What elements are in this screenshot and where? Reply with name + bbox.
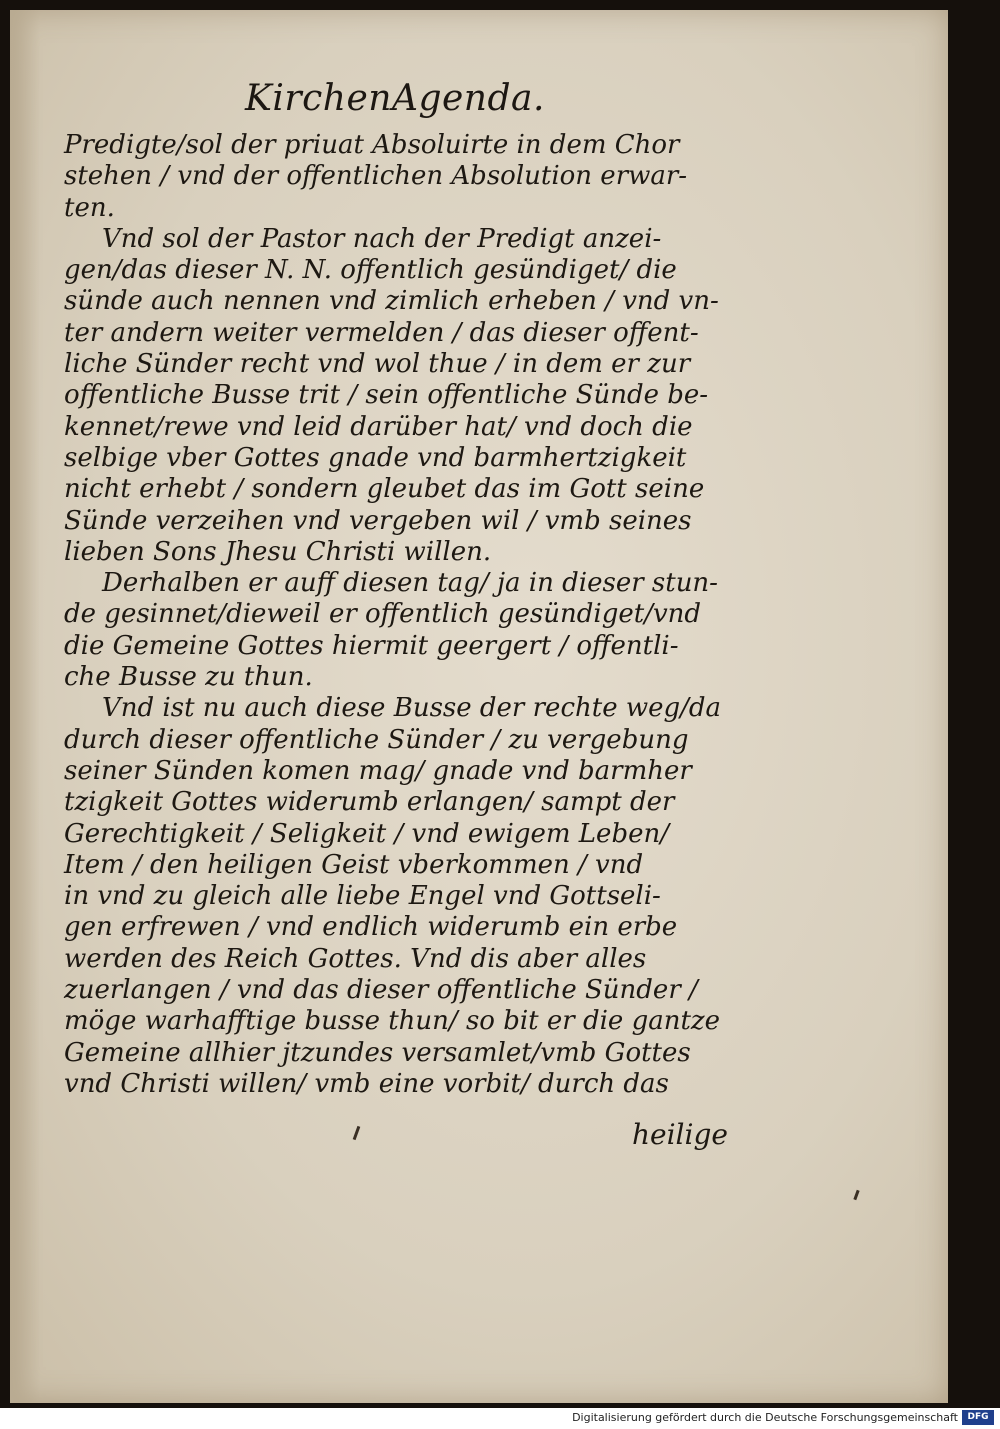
dfg-logo: DFG xyxy=(962,1410,994,1425)
text-line: gen/das dieser N. N. offentlich gesündiget/ die xyxy=(64,255,677,286)
text-line: Gemeine allhier jtzundes versamlet/vmb Gottes xyxy=(64,1037,691,1068)
text-line: che Busse zu thun. xyxy=(64,662,313,693)
text-line: sünde auch nennen vnd zimlich erheben / vnd vn- xyxy=(64,286,719,317)
text-line: selbige vber Gottes gnade vnd barmhertzigkeit xyxy=(64,442,687,473)
body-text xyxy=(64,130,764,1100)
text-line: Item / den heiligen Geist vberkommen / vnd xyxy=(64,849,644,880)
text-line: durch dieser offentliche Sünder / zu vergebung xyxy=(64,724,689,755)
footer-bar xyxy=(0,1408,1000,1429)
text-line: offentliche Busse trit / sein offentliche Sünde be- xyxy=(64,380,709,411)
text-line: de gesinnet/dieweil er offentlich gesündiget/vnd xyxy=(64,599,702,630)
book-page xyxy=(10,10,948,1403)
text-line: zuerlangen / vnd das dieser offentliche Sünder / xyxy=(64,975,698,1006)
text-line: in vnd zu gleich alle liebe Engel vnd Gottseli- xyxy=(64,881,661,912)
text-line: vnd Christi willen/ vmb eine vorbit/ durch das xyxy=(64,1068,669,1099)
text-line: Gerechtigkeit / Seligkeit / vnd ewigem Leben/ xyxy=(64,818,669,849)
text-line: seiner Sünden komen mag/ gnade vnd barmher xyxy=(64,755,692,786)
text-line: Sünde verzeihen vnd vergeben wil / vmb seines xyxy=(64,505,692,536)
text-line: lieben Sons Jhesu Christi willen. xyxy=(64,536,492,567)
text-line: kennet/rewe vnd leid darüber hat/ vnd doch die xyxy=(64,411,693,442)
text-line: Vnd sol der Pastor nach der Predigt anzei- xyxy=(102,223,662,254)
text-line: nicht erhebt / sondern gleubet das im Gott seine xyxy=(64,474,705,505)
text-line: tzigkeit Gottes widerumb erlangen/ sampt der xyxy=(64,787,675,818)
text-line: ter andern weiter vermelden / das dieser offent- xyxy=(64,317,699,348)
text-line: ten. xyxy=(64,192,115,223)
text-line: Vnd ist nu auch diese Busse der rechte weg/da xyxy=(102,693,722,724)
text-line: möge warhafftige busse thun/ so bit er die gantze xyxy=(64,1006,720,1037)
ink-speck xyxy=(353,1126,361,1140)
text-line: Derhalben er auff diesen tag/ ja in dieser stun- xyxy=(102,568,718,599)
text-line: Predigte/sol der priuat Absoluirte in dem Chor xyxy=(64,130,680,160)
text-line: werden des Reich Gottes. Vnd dis aber alles xyxy=(64,943,647,974)
text-line: liche Sünder recht vnd wol thue / in dem er zur xyxy=(64,349,691,380)
text-line: stehen / vnd der offentlichen Absolution erwar- xyxy=(64,161,688,192)
ink-speck xyxy=(853,1190,859,1200)
running-head: KirchenAgenda. xyxy=(245,78,545,119)
text-line: die Gemeine Gottes hiermit geergert / offentli- xyxy=(64,630,679,661)
text-line: gen erfrewen / vnd endlich widerumb ein erbe xyxy=(64,912,678,943)
catchword: heilige xyxy=(632,1118,728,1151)
funding-credit: Digitalisierung gefördert durch die Deutsche Forschungsgemeinschaft xyxy=(572,1411,958,1424)
page-gutter-shadow xyxy=(10,10,40,1403)
